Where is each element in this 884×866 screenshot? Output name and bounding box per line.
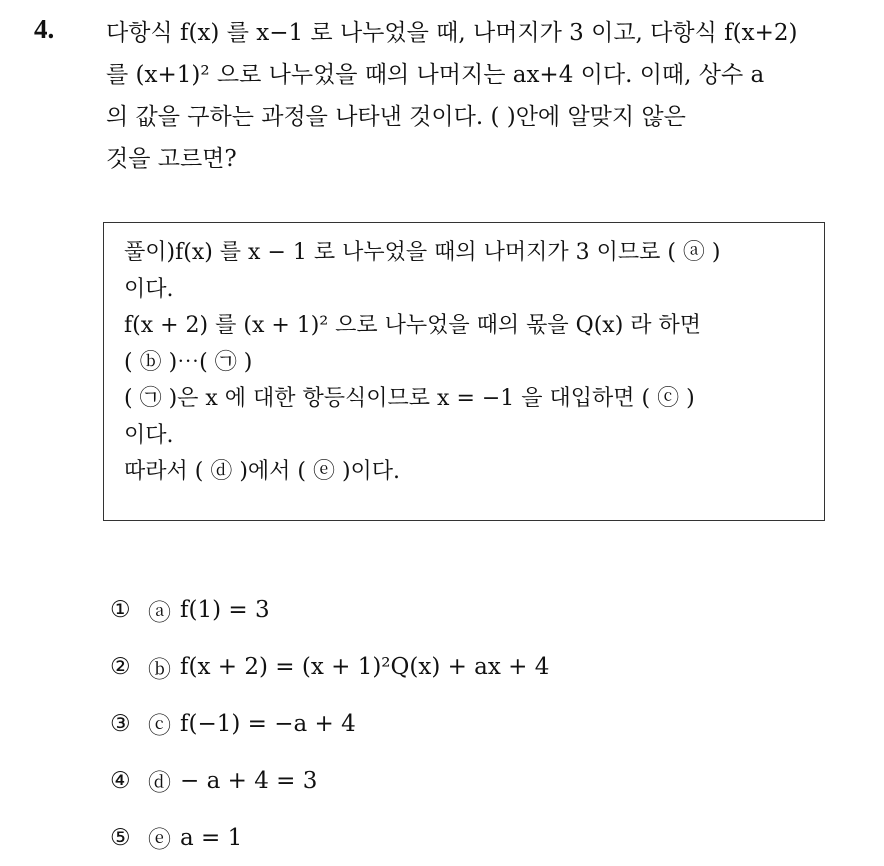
question-stem: [106, 12, 866, 180]
choice-expression: f(−1) = −a + 4: [180, 710, 356, 737]
choice-5[interactable]: [110, 809, 850, 866]
choice-4[interactable]: [110, 752, 850, 809]
solution-line: ( ⓑ )⋯( ㉠ ): [124, 349, 253, 375]
solution-line: 이다.: [124, 276, 174, 302]
choice-number: ②: [110, 654, 131, 681]
solution-line: 이다.: [124, 422, 174, 448]
stem-line: 것을 고르면?: [106, 146, 237, 172]
choice-expression: a = 1: [180, 824, 243, 851]
choice-tag: ⓔ: [148, 827, 171, 854]
stem-line: 의 값을 구하는 과정을 나타낸 것이다. ( )안에 알맞지 않은: [106, 104, 686, 130]
question-number: 4.: [34, 14, 55, 44]
choice-expression: − a + 4 = 3: [180, 767, 318, 794]
solution-box: [103, 222, 825, 521]
stem-line: 다항식 f(x) 를 x−1 로 나누었을 때, 나머지가 3 이고, 다항식 f(x+2): [106, 20, 798, 46]
choice-number: ①: [110, 597, 131, 624]
choice-expression: f(1) = 3: [180, 597, 270, 624]
choice-3[interactable]: [110, 696, 850, 753]
choice-tag: ⓓ: [148, 770, 171, 797]
choice-tag: ⓒ: [148, 713, 171, 740]
solution-line: 풀이)f(x) 를 x − 1 로 나누었을 때의 나머지가 3 이므로 ( ⓐ ): [124, 240, 721, 265]
solution-text: [124, 235, 814, 491]
choice-number: ④: [110, 767, 131, 794]
solution-line: f(x + 2) 를 (x + 1)² 으로 나누었을 때의 몫을 Q(x) 라 하면: [124, 313, 702, 338]
choice-expression: f(x + 2) = (x + 1)²Q(x) + ax + 4: [180, 654, 550, 681]
choice-number: ⑤: [110, 824, 131, 851]
choice-2[interactable]: [110, 639, 850, 696]
choice-tag: ⓑ: [148, 656, 171, 683]
choice-number: ③: [110, 710, 131, 737]
solution-line: 따라서 ( ⓓ )에서 ( ⓔ )이다.: [124, 459, 401, 484]
choice-1[interactable]: [110, 582, 850, 639]
stem-line: 를 (x+1)² 으로 나누었을 때의 나머지는 ax+4 이다. 이때, 상수 a: [106, 62, 765, 88]
choice-tag: ⓐ: [148, 599, 171, 626]
answer-choices: [110, 582, 850, 866]
solution-line: ( ㉠ )은 x 에 대한 항등식이므로 x = −1 을 대입하면 ( ⓒ ): [124, 386, 695, 411]
